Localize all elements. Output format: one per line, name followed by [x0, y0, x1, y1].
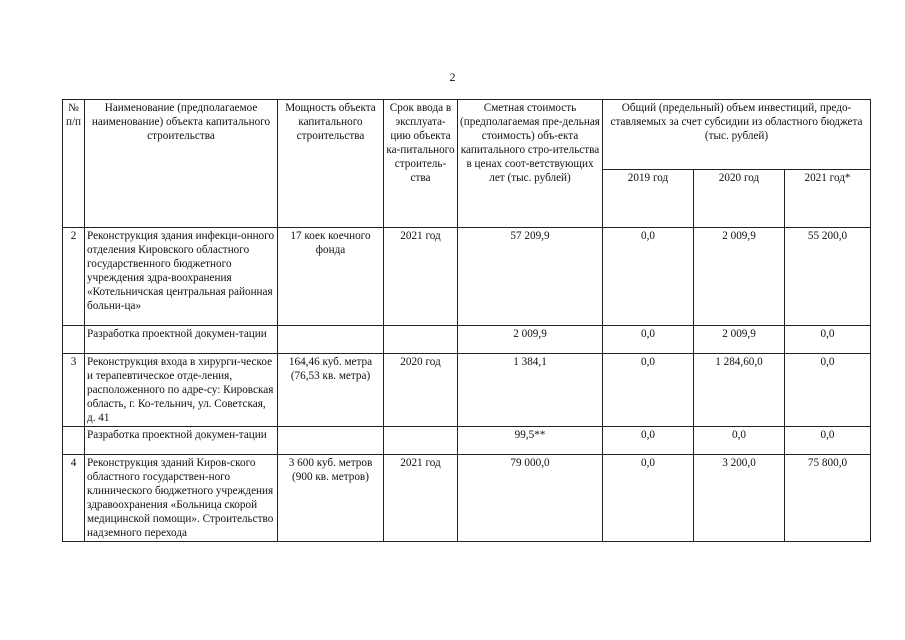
row-num: [63, 427, 85, 455]
row-2021: 55 200,0: [785, 228, 871, 326]
header-row: [63, 100, 871, 170]
row-term: 2020 год: [384, 354, 458, 427]
row-2021: 0,0: [785, 354, 871, 427]
row-name: Разработка проектной докумен-тации: [85, 427, 278, 455]
header-cost: Сметная стоимость (предполагаемая пре-дельная стоимость) объ-екта капитального стро-ительства в ценах соот-ветствующих лет (тыс. рублей): [458, 100, 603, 228]
row-cost: 79 000,0: [458, 455, 603, 542]
row-name: Реконструкция зданий Киров-ского областного государствен-ного клинического бюджетного учреждения здравоохранения «Больница скорой медицинской помощи». Строительство надземного перехода: [85, 455, 278, 542]
row-2019: 0,0: [603, 354, 694, 427]
row-num: 3: [63, 354, 85, 427]
table-row: [63, 228, 871, 326]
row-2021: 0,0: [785, 326, 871, 354]
header-name: Наименование (предполагаемое наименование) объекта капитального строительства: [85, 100, 278, 228]
row-cost: 2 009,9: [458, 326, 603, 354]
header-term: Срок ввода в эксплуата-цию объекта ка-питального строитель-ства: [384, 100, 458, 228]
header-investments: Общий (предельный) объем инвестиций, предо-ставляемых за счет субсидии из областного бюджета (тыс. рублей): [603, 100, 871, 170]
row-2019: 0,0: [603, 326, 694, 354]
table-row: [63, 455, 871, 542]
row-2020: 0,0: [694, 427, 785, 455]
investment-table: [62, 99, 871, 542]
row-2020: 2 009,9: [694, 228, 785, 326]
row-num: 4: [63, 455, 85, 542]
table-row: [63, 427, 871, 455]
row-2021: 75 800,0: [785, 455, 871, 542]
row-cost: 99,5**: [458, 427, 603, 455]
row-2019: 0,0: [603, 455, 694, 542]
row-num: [63, 326, 85, 354]
header-capacity: Мощность объекта капитального строительства: [278, 100, 384, 228]
page-number: 2: [449, 70, 456, 84]
row-capacity: [278, 326, 384, 354]
row-name: Разработка проектной докумен-тации: [85, 326, 278, 354]
header-year-2020: 2020 год: [694, 170, 785, 228]
row-2020: 1 284,60,0: [694, 354, 785, 427]
row-num: 2: [63, 228, 85, 326]
header-num: № п/п: [63, 100, 85, 228]
row-term: 2021 год: [384, 455, 458, 542]
header-year-2019: 2019 год: [603, 170, 694, 228]
row-name: Реконструкция здания инфекци-онного отделения Кировского областного государственного бюджетного учреждения здра-воохранения «Котельничская центральная районная больни-ца»: [85, 228, 278, 326]
row-cost: 1 384,1: [458, 354, 603, 427]
table-row: [63, 326, 871, 354]
row-2020: 3 200,0: [694, 455, 785, 542]
row-capacity: 3 600 куб. метров (900 кв. метров): [278, 455, 384, 542]
header-year-2021: 2021 год*: [785, 170, 871, 228]
row-name: Реконструкция входа в хирурги-ческое и терапевтическое отде-ления, расположенного по адре-су: Кировская область, г. Ко-тельнич, ул. Советская, д. 41: [85, 354, 278, 427]
row-capacity: 17 коек коечного фонда: [278, 228, 384, 326]
table-row: [63, 354, 871, 427]
row-2019: 0,0: [603, 427, 694, 455]
row-2020: 2 009,9: [694, 326, 785, 354]
row-term: [384, 326, 458, 354]
row-capacity: 164,46 куб. метра (76,53 кв. метра): [278, 354, 384, 427]
row-term: [384, 427, 458, 455]
row-2021: 0,0: [785, 427, 871, 455]
row-2019: 0,0: [603, 228, 694, 326]
row-capacity: [278, 427, 384, 455]
row-term: 2021 год: [384, 228, 458, 326]
row-cost: 57 209,9: [458, 228, 603, 326]
